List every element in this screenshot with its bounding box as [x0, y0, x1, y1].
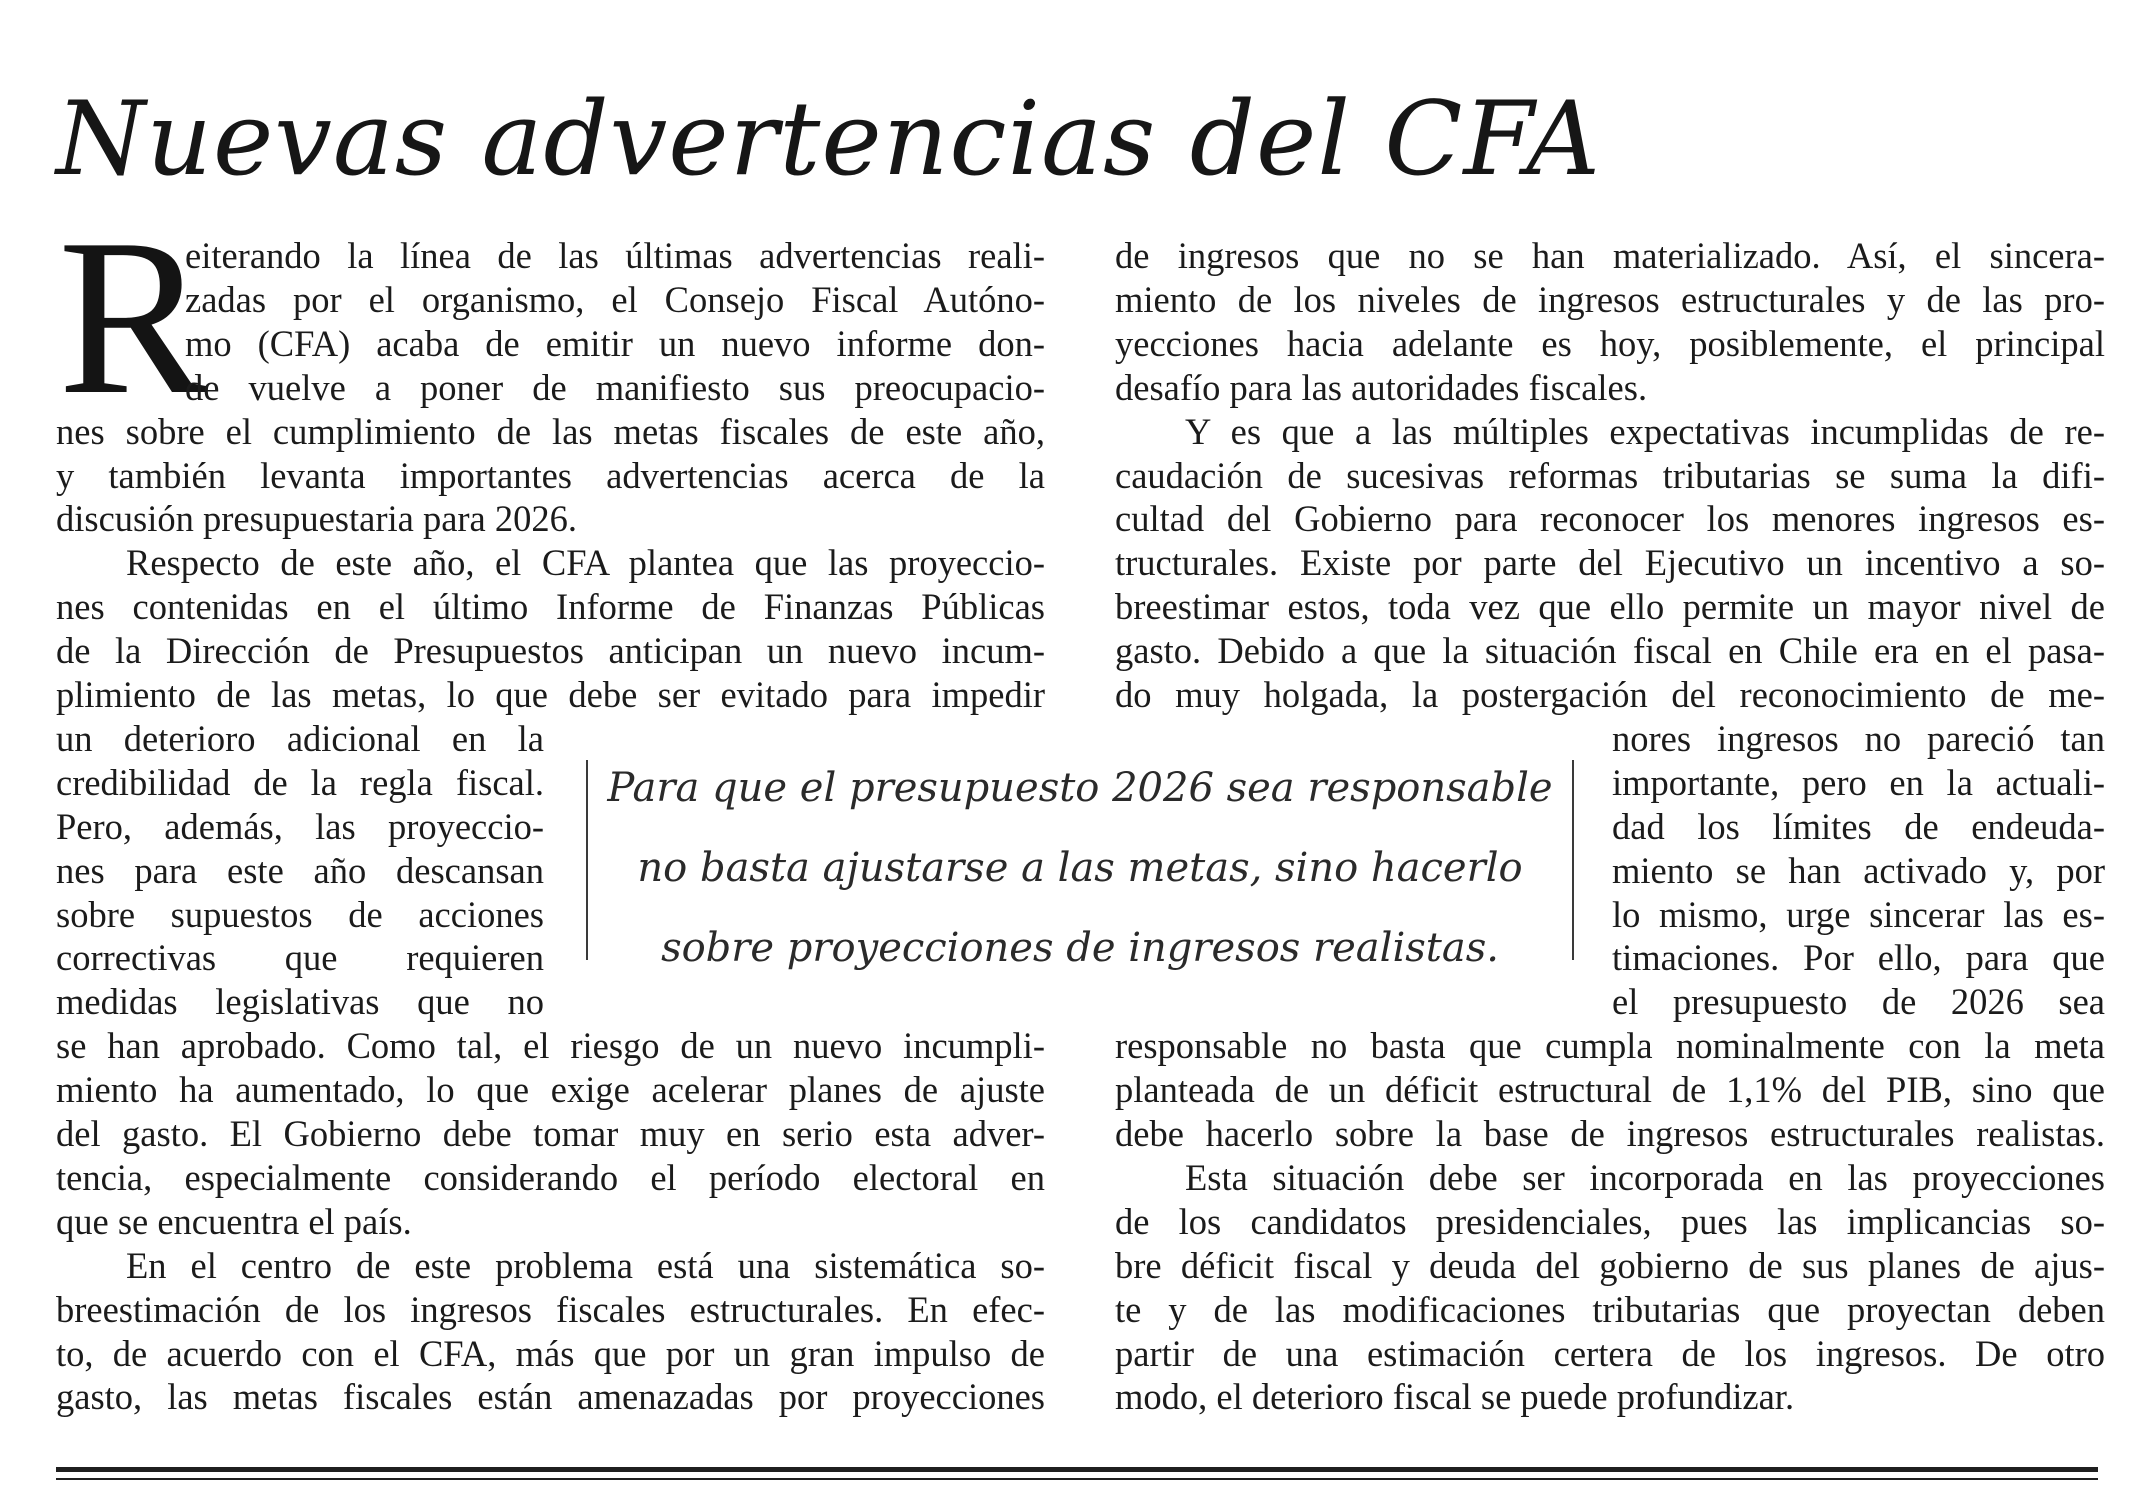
- body-text-line: Respecto de este año, el CFA plantea que las proyeccio-: [126, 542, 1045, 584]
- body-text-line: Y es que a las múltiples expectativas incumplidas de re-: [1185, 410, 2105, 452]
- body-text-line: de la Dirección de Presupuestos anticipan un nuevo incum-: [56, 630, 1045, 672]
- pull-quote-line: no basta ajustarse a las metas, sino hacerlo: [637, 845, 1523, 891]
- body-text-line: do muy holgada, la postergación del reconocimiento de me-: [1115, 674, 2105, 715]
- body-text-line: gasto. Debido a que la situación fiscal en Chile era en el pasa-: [1115, 630, 2105, 672]
- body-text-line: sobre supuestos de acciones: [56, 893, 544, 935]
- headline: Nuevas advertencias del CFA: [56, 80, 1602, 199]
- body-text-line: to, de acuerdo con el CFA, más que por un gran impulso de: [56, 1332, 1045, 1374]
- body-text-line: breestimar estos, toda vez que ello permite un mayor nivel de: [1115, 586, 2105, 628]
- body-text-line: correctivas que requieren: [56, 937, 544, 979]
- body-text-line: importante, pero en la actuali-: [1612, 761, 2105, 803]
- body-text-line: mo (CFA) acaba de emitir un nuevo informe don-: [185, 322, 1045, 364]
- body-text-line: Pero, además, las proyeccio-: [56, 805, 544, 847]
- body-text-line: Esta situación debe ser incorporada en las proyecciones: [1185, 1156, 2105, 1198]
- pull-quote-line: Para que el presupuesto 2026 sea responsable: [607, 765, 1553, 811]
- body-text-line: discusión presupuestaria para 2026.: [56, 498, 577, 540]
- body-text-line: tructurales. Existe por parte del Ejecutivo un incentivo a so-: [1115, 542, 2105, 584]
- body-text-line: zadas por el organismo, el Consejo Fiscal Autóno-: [185, 278, 1045, 320]
- body-text-line: planteada de un déficit estructural de 1,1% del PIB, sino que: [1115, 1069, 2105, 1111]
- body-text-line: gasto, las metas fiscales están amenazadas por proyecciones: [56, 1376, 1045, 1418]
- body-text-line: miento ha aumentado, lo que exige acelerar planes de ajuste: [56, 1069, 1045, 1111]
- body-text-line: y también levanta importantes advertencias acerca de la: [56, 454, 1045, 496]
- footer-rule-thick: [56, 1467, 2098, 1472]
- body-text-line: credibilidad de la regla fiscal.: [56, 761, 544, 803]
- body-text-line: de ingresos que no se han materializado. Así, el sincera-: [1115, 235, 2105, 276]
- body-text-line: eiterando la línea de las últimas advertencias reali-: [185, 235, 1045, 276]
- body-text-line: En el centro de este problema está una sistemática so-: [126, 1244, 1045, 1286]
- body-text-line: medidas legislativas que no: [56, 981, 544, 1023]
- body-text-line: dad los límites de endeuda-: [1612, 805, 2105, 847]
- pull-quote-rule-right: [1572, 760, 1574, 960]
- body-text-line: partir de una estimación certera de los ingresos. De otro: [1115, 1332, 2105, 1374]
- body-text-line: timaciones. Por ello, para que: [1612, 937, 2105, 979]
- body-text-line: lo mismo, urge sincerar las es-: [1612, 893, 2105, 935]
- drop-cap: R: [58, 193, 208, 441]
- body-text-line: breestimación de los ingresos fiscales estructurales. En efec-: [56, 1288, 1045, 1330]
- pull-quote-line: sobre proyecciones de ingresos realistas.: [661, 925, 1499, 971]
- body-text-line: bre déficit fiscal y deuda del gobierno de sus planes de ajus-: [1115, 1244, 2105, 1286]
- pull-quote-rule-left: [586, 760, 588, 960]
- body-text-line: de vuelve a poner de manifiesto sus preocupacio-: [185, 366, 1045, 408]
- body-text-line: debe hacerlo sobre la base de ingresos estructurales realistas.: [1115, 1113, 2105, 1154]
- body-text-line: modo, el deterioro fiscal se puede profundizar.: [1115, 1376, 1795, 1418]
- body-text-line: nes sobre el cumplimiento de las metas fiscales de este año,: [56, 410, 1045, 452]
- body-text-line: el presupuesto de 2026 sea: [1612, 981, 2105, 1023]
- body-text-line: desafío para las autoridades fiscales.: [1115, 366, 1648, 408]
- body-text-line: yecciones hacia adelante es hoy, posiblemente, el principal: [1115, 322, 2105, 364]
- body-text-line: cultad del Gobierno para reconocer los menores ingresos es-: [1115, 498, 2105, 540]
- body-text-line: responsable no basta que cumpla nominalmente con la meta: [1115, 1025, 2105, 1067]
- body-text-line: nes contenidas en el último Informe de Finanzas Públicas: [56, 586, 1045, 628]
- footer-rule-thin: [56, 1478, 2098, 1480]
- body-text-line: tencia, especialmente considerando el período electoral en: [56, 1156, 1045, 1198]
- body-text-line: del gasto. El Gobierno debe tomar muy en serio esta adver-: [56, 1113, 1045, 1154]
- body-text-line: nores ingresos no pareció tan: [1612, 717, 2105, 759]
- body-text-line: que se encuentra el país.: [56, 1200, 412, 1242]
- body-text-line: plimiento de las metas, lo que debe ser evitado para impedir: [56, 674, 1045, 715]
- body-text-line: se han aprobado. Como tal, el riesgo de un nuevo incumpli-: [56, 1025, 1045, 1067]
- body-text-line: caudación de sucesivas reformas tributarias se suma la difi-: [1115, 454, 2105, 496]
- body-text-line: miento se han activado y, por: [1612, 849, 2105, 891]
- body-text-line: te y de las modificaciones tributarias que proyectan deben: [1115, 1288, 2105, 1330]
- body-text-line: un deterioro adicional en la: [56, 717, 544, 759]
- body-text-line: de los candidatos presidenciales, pues las implicancias so-: [1115, 1200, 2105, 1242]
- body-text-line: miento de los niveles de ingresos estructurales y de las pro-: [1115, 278, 2105, 320]
- body-text-line: nes para este año descansan: [56, 849, 544, 891]
